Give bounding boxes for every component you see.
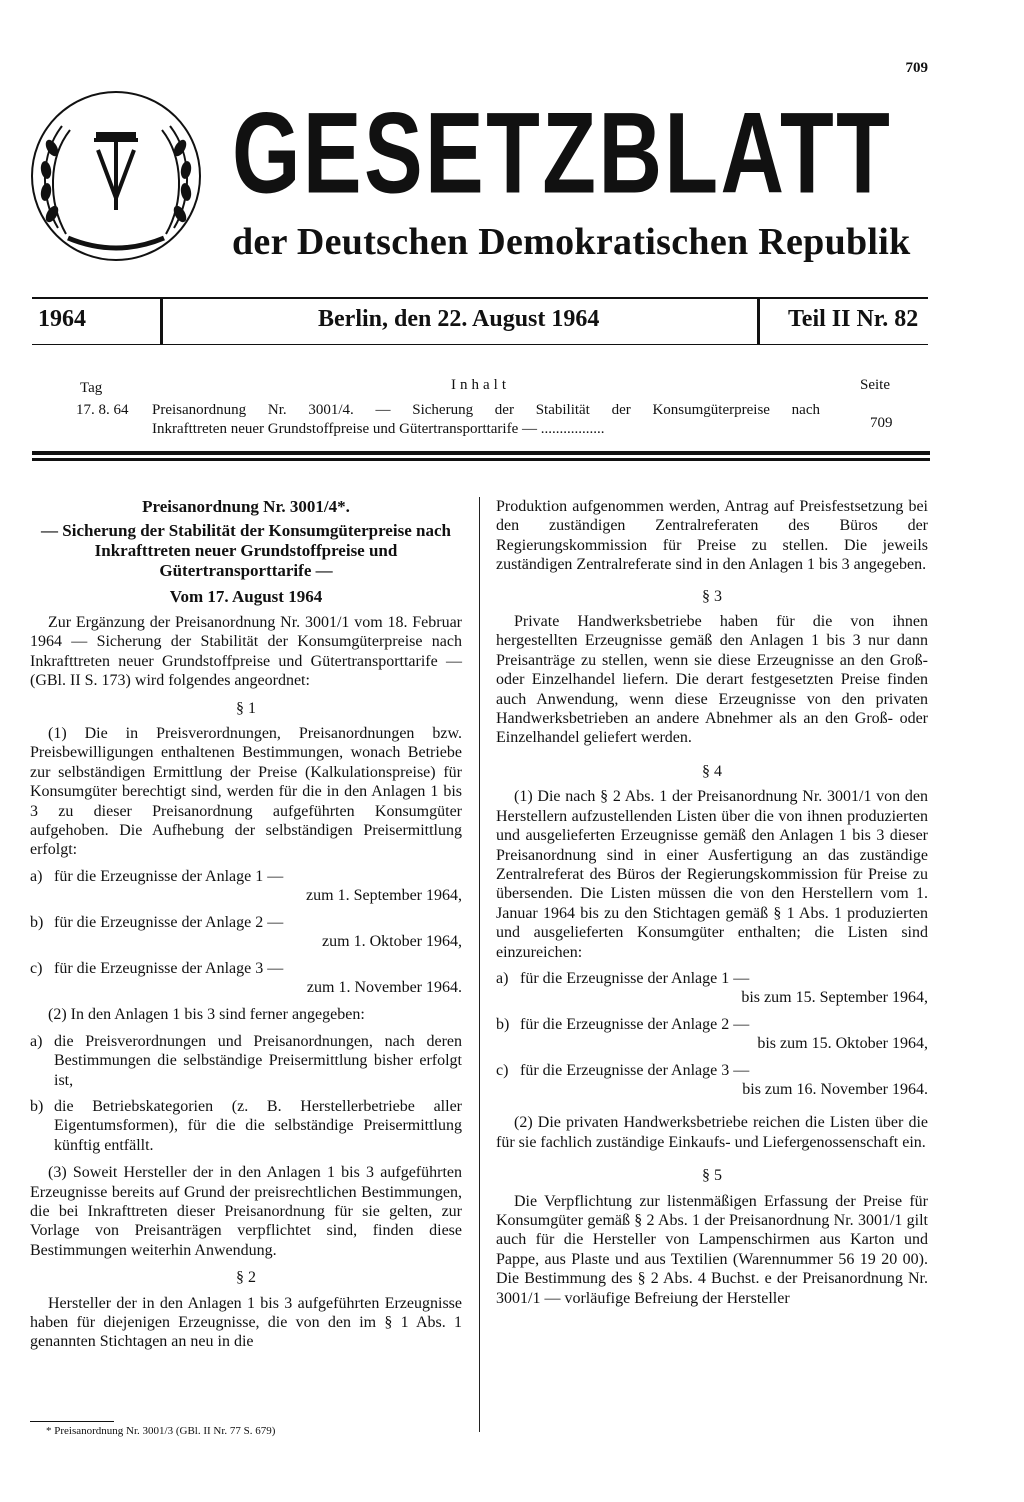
masthead-subtitle: der Deutschen Demokratischen Republik	[232, 221, 911, 263]
section-heading: § 1	[236, 699, 256, 717]
header-rule-bottom	[32, 344, 928, 345]
list-text: für die Erzeugnisse der Anlage 1 —	[54, 867, 284, 885]
header-divider	[757, 299, 760, 344]
list-item	[30, 959, 462, 978]
deadline: bis zum 15. September 1964,	[741, 989, 928, 1007]
right-column	[496, 497, 928, 1308]
list-item	[496, 1015, 928, 1034]
deadline: zum 1. November 1964.	[306, 978, 462, 996]
list-text: die Betriebskategorien (z. B. Herstellerbetriebe aller Eigentumsformen), für die die selbständige Preisermittlung künftig entfällt.	[54, 1097, 462, 1154]
paragraph: (2) Die privaten Handwerksbetriebe reichen die Listen über die für sie fachlich zuständige Einkaufs- und Liefergenossenschaft ein.	[496, 1114, 928, 1151]
paragraph: Private Handwerksbetriebe haben für die von ihnen hergestellten Erzeugnisse gemäß den Anlagen 1 bis 3 nur dann Preisanträge zu stellen, wenn sie diese Erzeugnisse an den Groß- oder Einzelhandel liefern. Die derart festgesetzten Preise finden auch Anwendung, wenn diese Erzeugnisse von den privaten Handwerksbetrieben an andere Abnehmer als an den Groß- oder Einzelhandel geliefert werden.	[496, 613, 928, 747]
list-label: a)	[496, 969, 509, 987]
contents-heading: Inhalt	[451, 377, 510, 393]
list-text: für die Erzeugnisse der Anlage 2 —	[54, 913, 284, 931]
contents-rule	[32, 458, 930, 461]
footnote: * Preisanordnung Nr. 3001/3 (GBl. II Nr. 77 S. 679)	[46, 1425, 276, 1437]
header-issue-part: Teil II Nr. 82	[788, 306, 919, 332]
deadline: zum 1. September 1964,	[306, 887, 462, 905]
section-heading: § 5	[702, 1167, 722, 1185]
paragraph: Hersteller der in den Anlagen 1 bis 3 aufgeführten Erzeugnisse haben für diejenigen Erzeugnisse, die von den im § 1 Abs. 1 genannten Stichtagen an neu in die	[30, 1294, 462, 1351]
contents-day-label: Tag	[80, 380, 103, 396]
list-label: b)	[30, 1097, 44, 1115]
contents-entry-title: Preisanordnung Nr. 3001/4. — Sicherung der Stabilität der Konsumgüterpreise nach	[152, 402, 820, 418]
paragraph: Die Verpflichtung zur listenmäßigen Erfassung der Preise für Konsumgüter gemäß § 2 Abs. 1 der Preisanordnung Nr. 3001/1 gilt auch für die Hersteller von Lampenschirmen aus Karton und Pappe, aus Plaste und aus Textilien (Warennummer 56 19 20 00). Die Bestimmung des § 2 Abs. 4 Buchst. e der Preisanordnung Nr. 3001/1 — vorläufige Befreiung der Hersteller	[496, 1192, 928, 1307]
list-item	[30, 1032, 462, 1090]
list-label: b)	[30, 913, 44, 931]
contents-page-label: Seite	[860, 377, 890, 393]
paragraph: (3) Soweit Hersteller der in den Anlagen 1 bis 3 aufgeführten Erzeugnisse bereits auf Grund der preisrechtlichen Bestimmungen, die bei Inkrafttreten dieser Preisanordnung für sie gelten, zur Vorlage von Preisanträgen verpflichtet sind, finden diese Bestimmungen weiterhin Anwendung.	[30, 1164, 462, 1259]
state-emblem	[28, 88, 204, 264]
ordinance-date: Vom 17. August 1964	[169, 587, 323, 606]
deadline: bis zum 15. Oktober 1964,	[757, 1035, 928, 1053]
list-text: für die Erzeugnisse der Anlage 3 —	[54, 959, 284, 977]
deadline: bis zum 16. November 1964.	[742, 1080, 928, 1098]
contents-entry-date: 17. 8. 64	[76, 402, 129, 418]
section-heading: § 2	[236, 1269, 256, 1287]
ordinance-title: Preisanordnung Nr. 3001/4*.	[142, 497, 350, 516]
list-item	[30, 913, 462, 932]
header-year: 1964	[38, 306, 86, 332]
list-item	[30, 1097, 462, 1155]
header-divider	[160, 299, 163, 344]
contents-rule	[32, 451, 930, 455]
section-heading: § 4	[702, 762, 722, 780]
column-divider	[479, 497, 480, 1432]
list-text: die Preisverordnungen und Preisanordnungen, nach deren Bestimmungen die selbständige Preisermittlung bisher erfolgt ist,	[54, 1032, 462, 1089]
deadline: zum 1. Oktober 1964,	[322, 933, 462, 951]
header-place-date: Berlin, den 22. August 1964	[318, 306, 600, 332]
left-column	[30, 497, 462, 1352]
masthead-title: GESETZBLATT	[232, 88, 893, 218]
list-label: c)	[496, 1061, 509, 1079]
section-heading: § 3	[702, 587, 722, 605]
list-label: a)	[30, 1032, 43, 1050]
preamble: Zur Ergänzung der Preisanordnung Nr. 3001/1 vom 18. Februar 1964 — Sicherung der Stabilität der Konsumgüterpreise nach Inkrafttreten neuer Grundstoffpreise und Gütertransporttarife — (GBl. II S. 173) wird folgendes angeordnet:	[30, 614, 462, 690]
paragraph: Produktion aufgenommen werden, Antrag auf Preisfestsetzung bei den zuständigen Zentralreferaten des Büros der Regierungskommission für Preise zu stellen. Die jeweils zuständigen Zentralreferate sind in den Anlagen 1 bis 3 angegeben.	[496, 498, 928, 574]
page-number: 709	[905, 60, 928, 76]
paragraph: (1) Die in Preisverordnungen, Preisanordnungen bzw. Preisbewilligungen enthaltenen Bestimmungen, wonach Betriebe zur selbständigen Ermittlung der Preise (Kalkulationspreise) für Konsumgüter berechtigt sind, werden für die in den Anlagen 1 bis 3 zu dieser Preisanordnung aufgeführten Konsumgüter aufgehoben. Die Aufhebung der selbständigen Preisermittlung erfolgt:	[30, 725, 462, 859]
ordinance-subtitle: — Sicherung der Stabilität der Konsumgüterpreise nach Inkrafttreten neuer Grundstoffpreise und Gütertransporttarife —	[41, 521, 451, 580]
list-label: c)	[30, 959, 43, 977]
header-rule-top	[32, 297, 928, 299]
list-label: a)	[30, 867, 43, 885]
list-text: für die Erzeugnisse der Anlage 3 —	[520, 1061, 750, 1079]
paragraph: (2) In den Anlagen 1 bis 3 sind ferner angegeben:	[48, 1006, 365, 1024]
contents-entry-page: 709	[870, 415, 893, 431]
list-item	[30, 867, 462, 886]
list-item	[496, 969, 928, 988]
paragraph: (1) Die nach § 2 Abs. 1 der Preisanordnung Nr. 3001/1 von den Herstellern aufzustellenden Listen über die von ihnen produzierten und ausgelieferten Erzeugnisse gemäß den Anlagen 1 bis 3 dieser Preisanordnung sind in einer Ausfertigung an das zuständige Zentralreferat des Büros der Regierungskommission für Preise zu übersenden. Die Listen müssen die von den Herstellern vom 1. Januar 1964 bis zu den Stichtagen gemäß § 1 Abs. 1 produzierten und ausgelieferten Konsumgüter enthalten; die Listen sind einzureichen:	[496, 788, 928, 961]
contents-entry-title-cont: Inkrafttreten neuer Grundstoffpreise und Gütertransporttarife — .................	[152, 421, 605, 437]
list-item	[496, 1061, 928, 1080]
footnote-rule	[30, 1421, 114, 1422]
list-text: für die Erzeugnisse der Anlage 2 —	[520, 1015, 750, 1033]
list-label: b)	[496, 1015, 510, 1033]
list-text: für die Erzeugnisse der Anlage 1 —	[520, 969, 750, 987]
